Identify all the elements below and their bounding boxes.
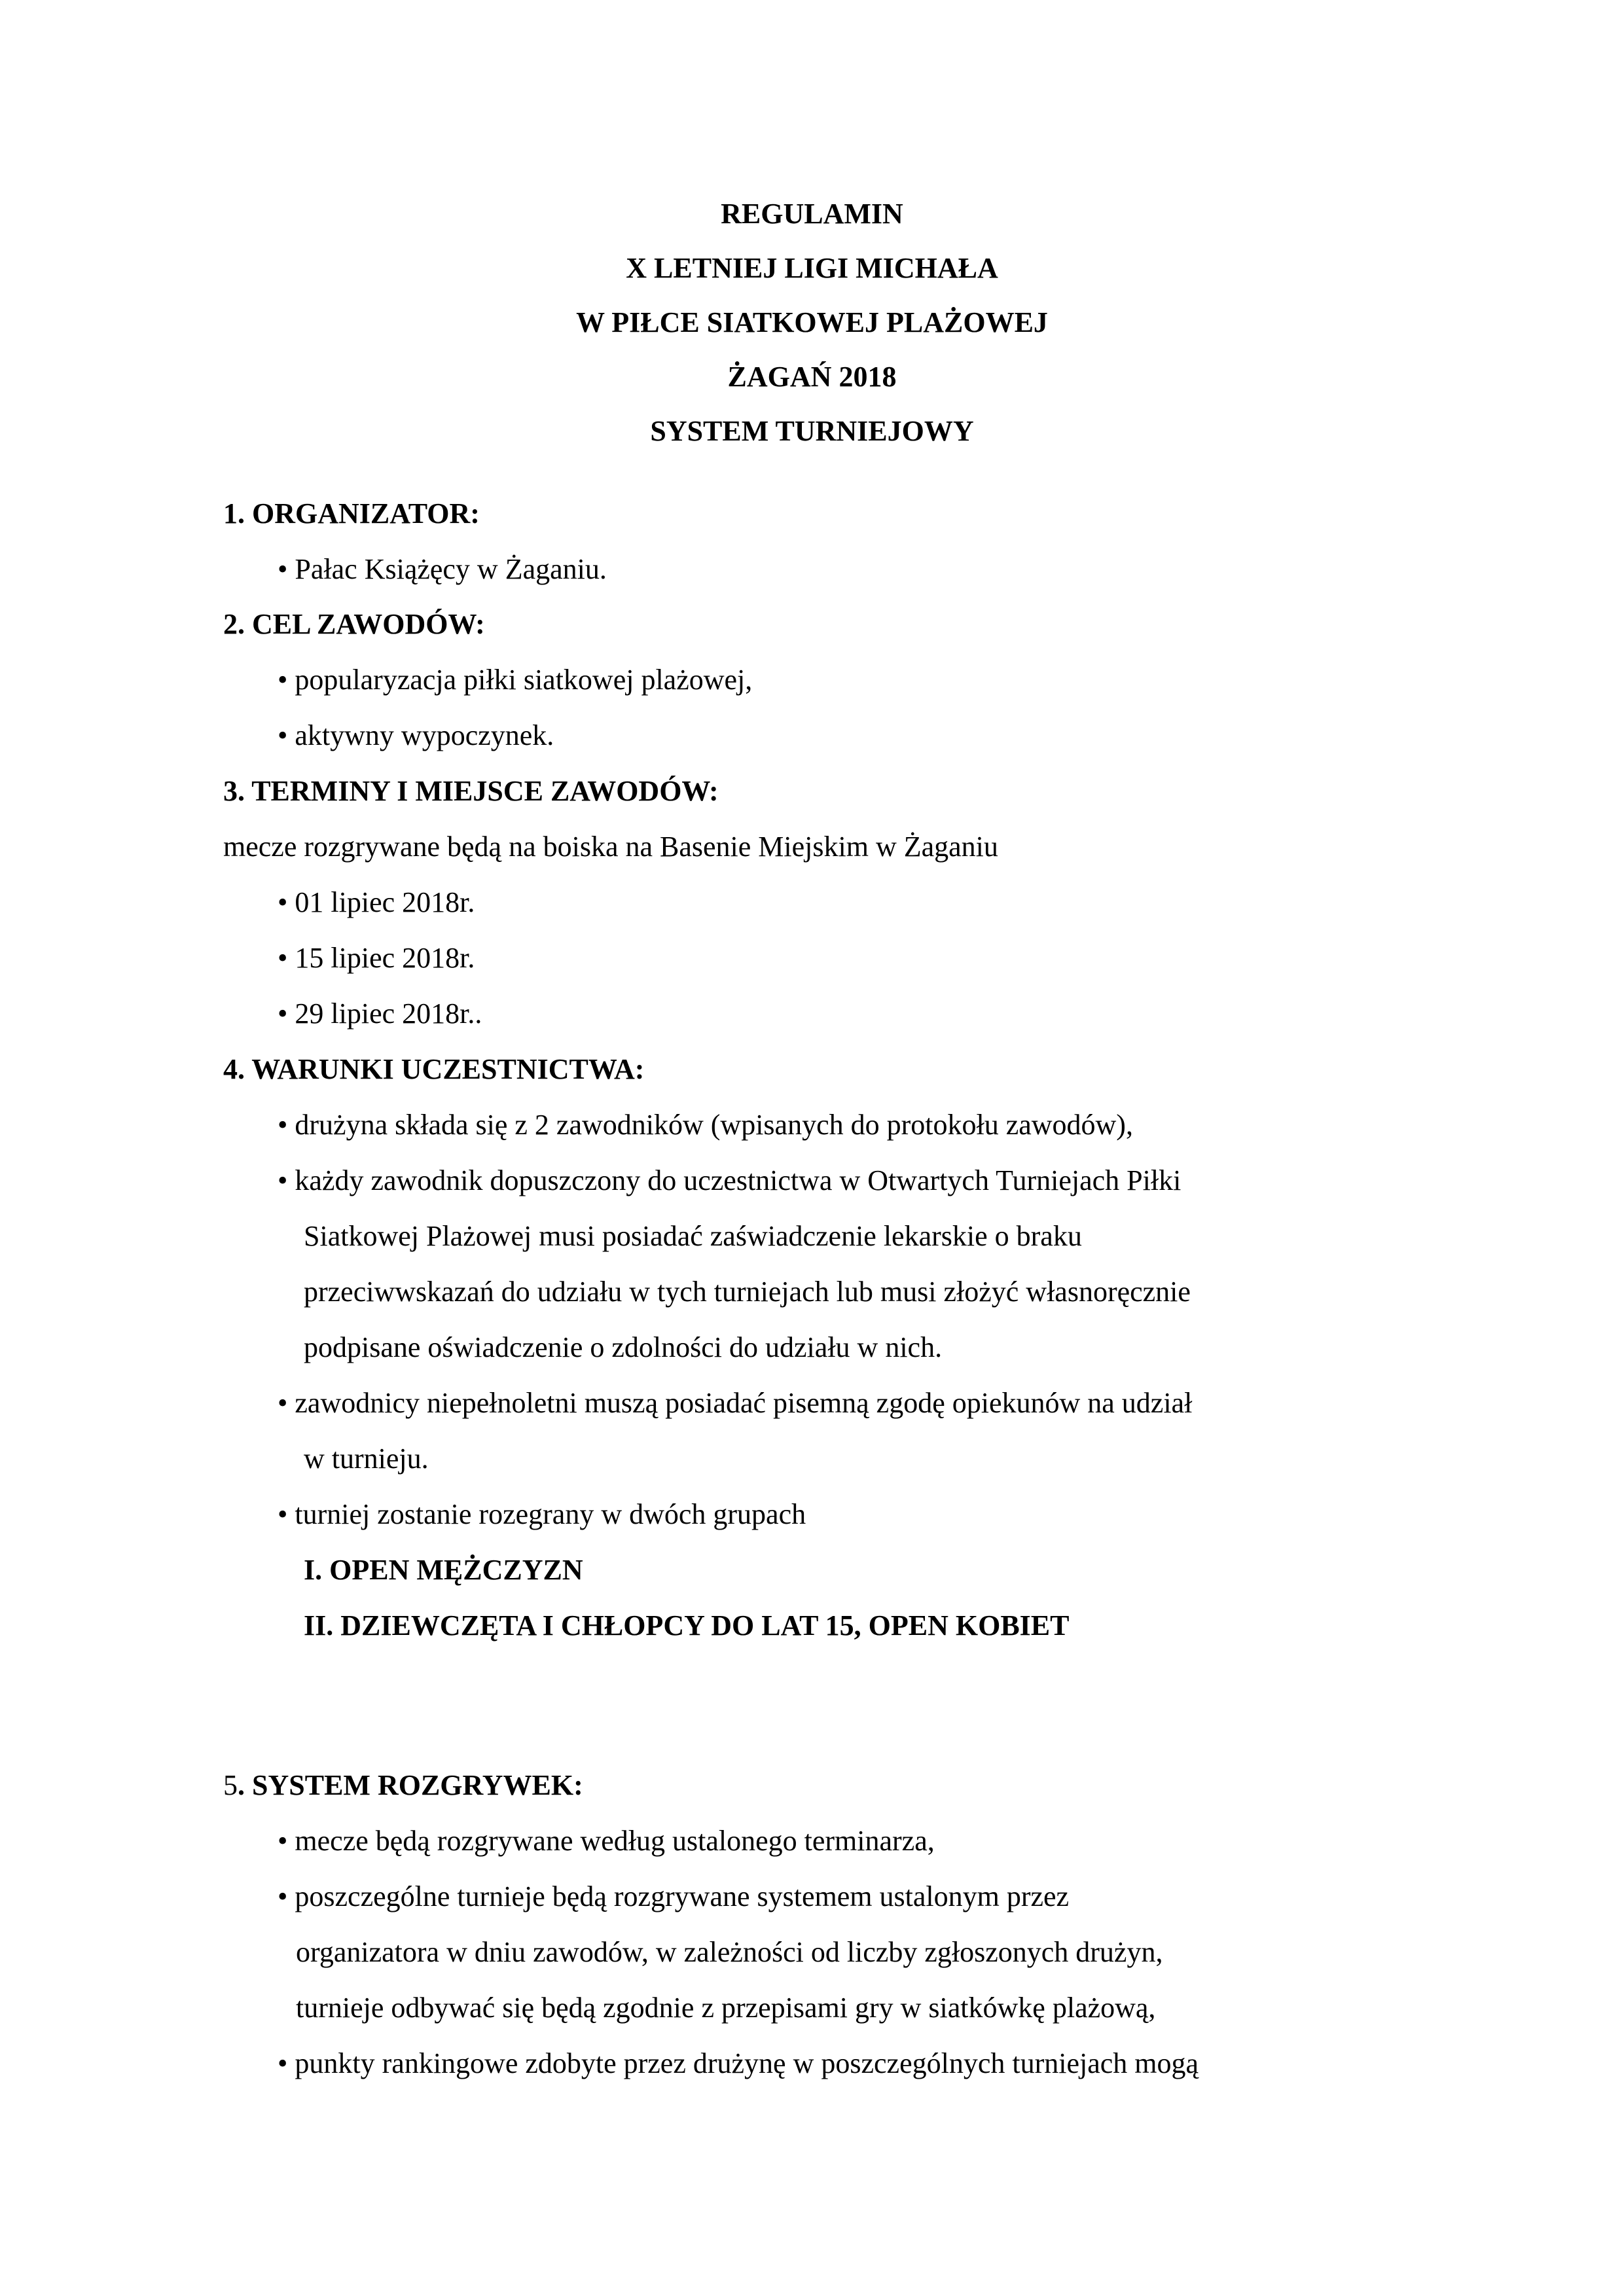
section-4-item: • drużyna składa się z 2 zawodników (wpisanych do protokołu zawodów),	[278, 1111, 1133, 1139]
section-3-intro: mecze rozgrywane będą na boiska na Basenie Miejskim w Żaganiu	[223, 831, 998, 863]
group-open-men: I. OPEN MĘŻCZYZN	[304, 1554, 583, 1586]
section-3-heading: 3. TERMINY I MIEJSCE ZAWODÓW:	[223, 775, 719, 807]
section-5-number: 5	[223, 1769, 238, 1801]
section-5-item: • punkty rankingowe zdobyte przez drużynę w poszczególnych turniejach mogą	[278, 2049, 1199, 2078]
section-5-item: • mecze będą rozgrywane według ustalonego terminarza,	[278, 1827, 935, 1856]
section-2-item: • popularyzacja piłki siatkowej plażowej,	[278, 666, 752, 694]
section-4-item: • zawodnicy niepełnoletni muszą posiadać pisemną zgodę opiekunów na udział	[278, 1389, 1192, 1418]
section-5-heading	[223, 1771, 583, 1800]
section-3-date: • 01 lipiec 2018r.	[278, 888, 475, 917]
section-4-item-continuation: Siatkowej Plażowej musi posiadać zaświadczenie lekarskie o braku	[304, 1220, 1082, 1252]
title-line-2: X LETNIEJ LIGI MICHAŁA	[626, 252, 998, 284]
title-line-4: ŻAGAŃ 2018	[727, 361, 897, 393]
title-line-3: W PIŁCE SIATKOWEJ PLAŻOWEJ	[576, 306, 1048, 338]
section-4-item-continuation: w turnieju.	[304, 1443, 429, 1475]
section-4-item-continuation: przeciwwskazań do udziału w tych turniejach lub musi złożyć własnoręcznie	[304, 1276, 1191, 1308]
section-4-item: • każdy zawodnik dopuszczony do uczestnictwa w Otwartych Turniejach Piłki	[278, 1166, 1181, 1195]
section-4-item-continuation: podpisane oświadczenie o zdolności do udziału w nich.	[304, 1331, 943, 1363]
group-youth-open-women: II. DZIEWCZĘTA I CHŁOPCY DO LAT 15, OPEN KOBIET	[304, 1609, 1070, 1641]
section-2-item: • aktywny wypoczynek.	[278, 721, 554, 750]
section-4-heading: 4. WARUNKI UCZESTNICTWA:	[223, 1053, 645, 1085]
section-1-heading: 1. ORGANIZATOR:	[223, 497, 480, 529]
section-4-item: • turniej zostanie rozegrany w dwóch grupach	[278, 1500, 806, 1529]
title-line-1: REGULAMIN	[721, 198, 903, 230]
section-5-item-continuation: turnieje odbywać się będą zgodnie z przepisami gry w siatkówkę plażową,	[296, 1992, 1156, 2024]
section-5-item-continuation: organizatora w dniu zawodów, w zależności od liczby zgłoszonych drużyn,	[296, 1936, 1163, 1968]
title-line-5: SYSTEM TURNIEJOWY	[650, 415, 974, 447]
section-3-date: • 15 lipiec 2018r.	[278, 944, 475, 973]
section-5-item: • poszczególne turnieje będą rozgrywane systemem ustalonym przez	[278, 1882, 1069, 1911]
section-2-heading: 2. CEL ZAWODÓW:	[223, 608, 485, 640]
section-3-date: • 29 lipiec 2018r..	[278, 999, 482, 1028]
section-5-heading-text: . SYSTEM ROZGRYWEK:	[238, 1769, 583, 1801]
section-1-item: • Pałac Książęcy w Żaganiu.	[278, 555, 607, 584]
